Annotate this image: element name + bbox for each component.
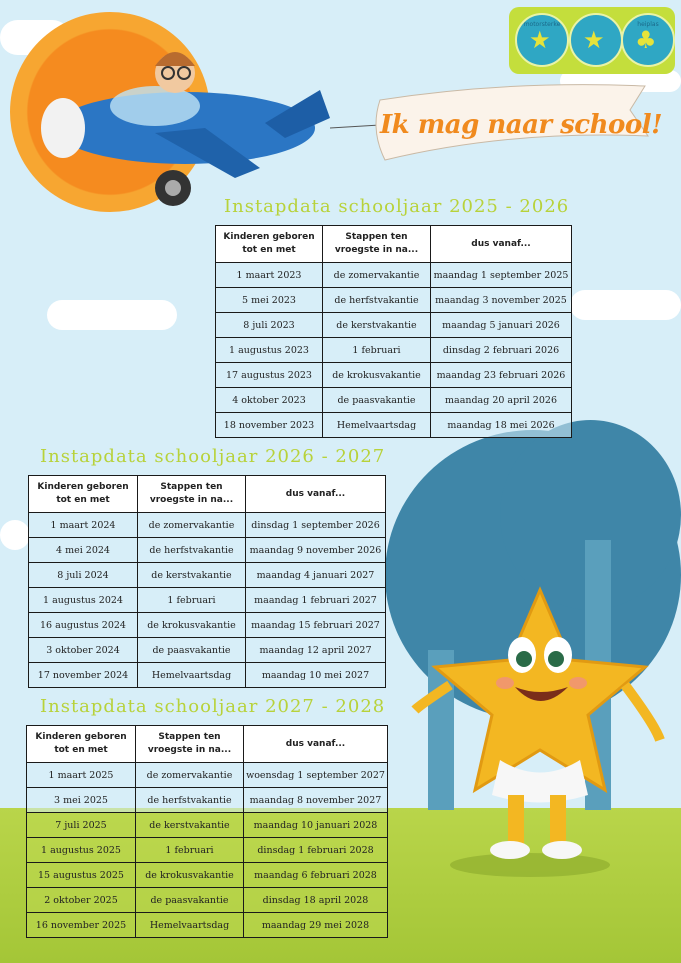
cell-birthdate: 4 mei 2024	[29, 538, 138, 563]
cell-birthdate: 16 augustus 2024	[29, 613, 138, 638]
cell-start-date: maandag 18 mei 2026	[431, 413, 572, 438]
cell-birthdate: 15 augustus 2025	[27, 863, 136, 888]
column-header: Kinderen geboren tot en met	[27, 726, 136, 763]
cell-moment: de krokusvakantie	[136, 863, 244, 888]
cell-moment: de kerstvakantie	[138, 563, 246, 588]
cell-birthdate: 5 mei 2023	[216, 288, 323, 313]
cell-moment: 1 februari	[136, 838, 244, 863]
table-row	[216, 338, 572, 363]
table-row	[29, 538, 386, 563]
column-header: dus vanaf...	[244, 726, 388, 763]
cell-start-date: maandag 1 februari 2027	[246, 588, 386, 613]
table-row	[29, 638, 386, 663]
cell-moment: de herfstvakantie	[138, 538, 246, 563]
cell-birthdate: 17 november 2024	[29, 663, 138, 688]
column-header: Stappen ten vroegste in na...	[136, 726, 244, 763]
table-row	[216, 313, 572, 338]
cell-birthdate: 1 maart 2023	[216, 263, 323, 288]
school-logo	[569, 13, 623, 67]
column-header: dus vanaf...	[246, 476, 386, 513]
schedule-table	[215, 225, 572, 438]
cell-moment: Hemelvaartsdag	[136, 913, 244, 938]
cell-moment: de paasvakantie	[136, 888, 244, 913]
cell-moment: de herfstvakantie	[323, 288, 431, 313]
table-row	[27, 788, 388, 813]
cell-moment: de krokusvakantie	[323, 363, 431, 388]
cell-birthdate: 1 augustus 2023	[216, 338, 323, 363]
cell-birthdate: 17 augustus 2023	[216, 363, 323, 388]
cell-moment: de zomervakantie	[136, 763, 244, 788]
star-icon: ★	[529, 26, 551, 54]
cell-start-date: maandag 10 januari 2028	[244, 813, 388, 838]
logo-name: heiplas	[637, 21, 659, 28]
school-logos	[509, 7, 675, 74]
cell-start-date: maandag 29 mei 2028	[244, 913, 388, 938]
section-title: Instapdata schooljaar 2027 - 2028	[40, 696, 386, 717]
airplane-illustration	[35, 28, 345, 218]
cell-birthdate: 8 juli 2024	[29, 563, 138, 588]
cell-moment: de krokusvakantie	[138, 613, 246, 638]
cell-birthdate: 4 oktober 2023	[216, 388, 323, 413]
school-logo	[515, 13, 569, 67]
cell-birthdate: 2 oktober 2025	[27, 888, 136, 913]
cell-start-date: dinsdag 18 april 2028	[244, 888, 388, 913]
cell-moment: 1 februari	[323, 338, 431, 363]
cell-birthdate: 1 maart 2024	[29, 513, 138, 538]
column-header: Kinderen geboren tot en met	[29, 476, 138, 513]
table-row	[216, 388, 572, 413]
table-row	[29, 588, 386, 613]
cell-moment: de zomervakantie	[323, 263, 431, 288]
cell-birthdate: 3 oktober 2024	[29, 638, 138, 663]
table-row	[27, 813, 388, 838]
table-row	[29, 513, 386, 538]
table-row	[27, 838, 388, 863]
section-title: Instapdata schooljaar 2026 - 2027	[40, 446, 386, 467]
cell-start-date: maandag 3 november 2025	[431, 288, 572, 313]
school-logo	[621, 13, 675, 67]
table-row	[27, 888, 388, 913]
cell-moment: de zomervakantie	[138, 513, 246, 538]
table-row	[216, 413, 572, 438]
cell-birthdate: 8 juli 2023	[216, 313, 323, 338]
star-icon: ★	[583, 26, 605, 54]
cell-birthdate: 3 mei 2025	[27, 788, 136, 813]
cell-birthdate: 18 november 2023	[216, 413, 323, 438]
cloud-illustration	[570, 290, 681, 320]
cell-start-date: maandag 12 april 2027	[246, 638, 386, 663]
column-header: Kinderen geboren tot en met	[216, 226, 323, 263]
cell-start-date: maandag 1 september 2025	[431, 263, 572, 288]
cell-moment: de herfstvakantie	[136, 788, 244, 813]
cell-start-date: maandag 23 februari 2026	[431, 363, 572, 388]
table-row	[216, 363, 572, 388]
table-row	[27, 913, 388, 938]
cell-moment: de kerstvakantie	[136, 813, 244, 838]
table-row	[29, 663, 386, 688]
cell-moment: de paasvakantie	[138, 638, 246, 663]
cell-birthdate: 1 augustus 2025	[27, 838, 136, 863]
cell-start-date: maandag 15 februari 2027	[246, 613, 386, 638]
banner-text: Ik mag naar school!	[380, 110, 663, 140]
table-row	[216, 288, 572, 313]
cell-start-date: dinsdag 1 februari 2028	[244, 838, 388, 863]
cell-start-date: maandag 5 januari 2026	[431, 313, 572, 338]
logo-name: motorsterke	[523, 21, 561, 28]
column-header: dus vanaf...	[431, 226, 572, 263]
column-header: Stappen ten vroegste in na...	[138, 476, 246, 513]
schedule-table	[26, 725, 388, 938]
cell-birthdate: 1 maart 2025	[27, 763, 136, 788]
cell-birthdate: 7 juli 2025	[27, 813, 136, 838]
table-row	[27, 763, 388, 788]
table-row	[27, 863, 388, 888]
table-row	[29, 613, 386, 638]
cell-start-date: maandag 8 november 2027	[244, 788, 388, 813]
cloud-illustration	[0, 520, 30, 550]
cell-moment: 1 februari	[138, 588, 246, 613]
cell-start-date: woensdag 1 september 2027	[244, 763, 388, 788]
table-row	[216, 263, 572, 288]
cell-start-date: dinsdag 2 februari 2026	[431, 338, 572, 363]
cell-moment: de paasvakantie	[323, 388, 431, 413]
cell-start-date: dinsdag 1 september 2026	[246, 513, 386, 538]
column-header: Stappen ten vroegste in na...	[323, 226, 431, 263]
schedule-table	[28, 475, 386, 688]
cell-start-date: maandag 9 november 2026	[246, 538, 386, 563]
table-row	[29, 563, 386, 588]
star-mascot-illustration	[410, 585, 670, 885]
cloud-illustration	[47, 300, 177, 330]
section-title: Instapdata schooljaar 2025 - 2026	[224, 196, 570, 217]
cell-moment: Hemelvaartsdag	[323, 413, 431, 438]
cell-start-date: maandag 4 januari 2027	[246, 563, 386, 588]
cell-start-date: maandag 20 april 2026	[431, 388, 572, 413]
cell-moment: de kerstvakantie	[323, 313, 431, 338]
cell-birthdate: 1 augustus 2024	[29, 588, 138, 613]
cell-start-date: maandag 10 mei 2027	[246, 663, 386, 688]
cell-start-date: maandag 6 februari 2028	[244, 863, 388, 888]
tree-icon: ♣	[635, 26, 657, 54]
cell-moment: Hemelvaartsdag	[138, 663, 246, 688]
cell-birthdate: 16 november 2025	[27, 913, 136, 938]
